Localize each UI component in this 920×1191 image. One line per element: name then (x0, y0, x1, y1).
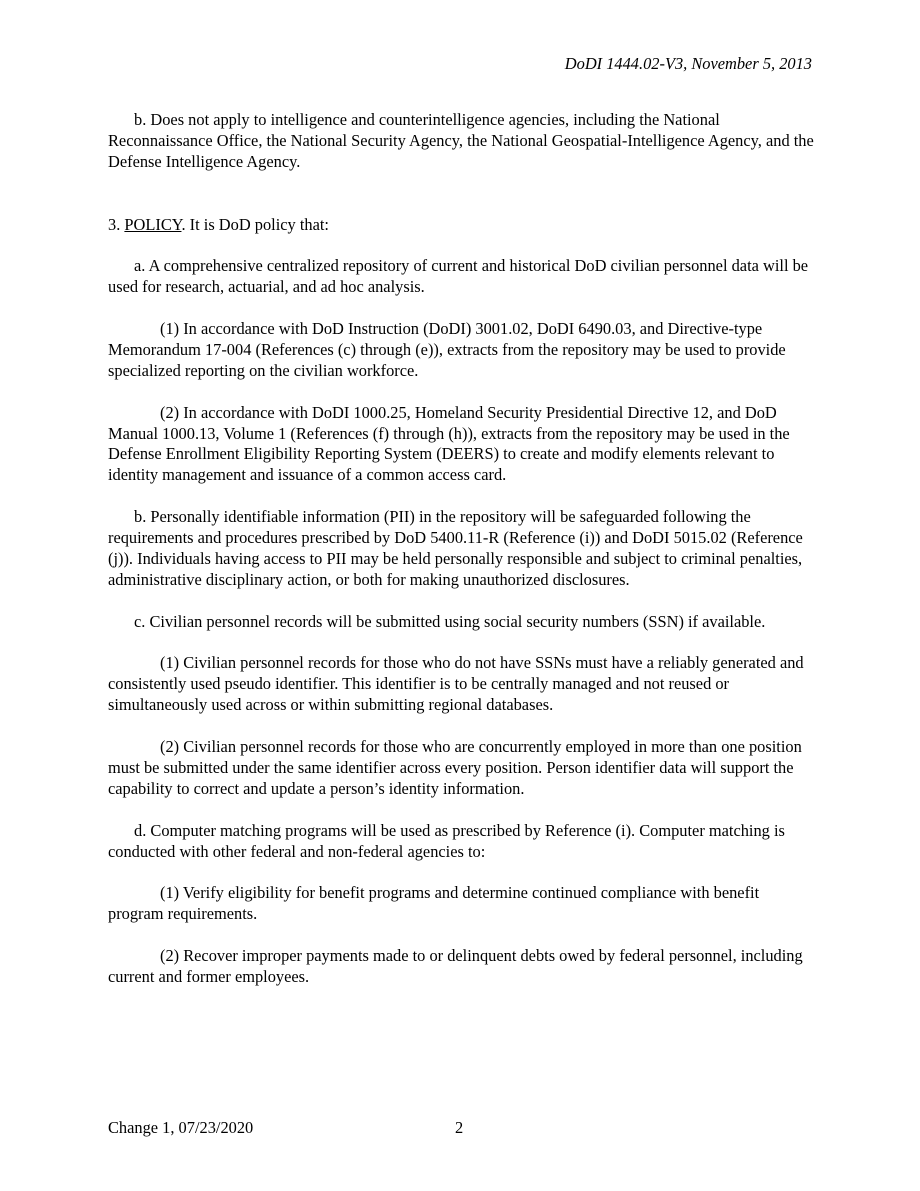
policy-section-heading (108, 215, 814, 236)
paragraph-3d2: (2) Recover improper payments made to or delinquent debts owed by federal personnel, including current and former employees. (108, 946, 803, 986)
paragraph-3b: b. Personally identifiable information (PII) in the repository will be safeguarded following the requirements and procedures prescribed by DoD 5400.11-R (Reference (i)) and DoDI 5015.02 (Reference (j)). Individuals having access to PII may be held personally responsible and subject to criminal penalties, administrative disciplinary action, or both for making unauthorized disclosures. (108, 507, 803, 589)
document-body (108, 110, 814, 1009)
section-spacer (108, 194, 814, 215)
paragraph-3d: d. Computer matching programs will be used as prescribed by Reference (i). Computer matching is conducted with other federal and non-federal agencies to: (108, 820, 785, 861)
paragraph-3a1: (1) In accordance with DoD Instruction (DoDI) 3001.02, DoDI 6490.03, and Directive-type Memorandum 17-004 (References (c) through (e)), extracts from the repository may be used to provide specialized reporting on the civilian workforce. (108, 319, 786, 380)
paragraph-3a2: (2) In accordance with DoDI 1000.25, Homeland Security Presidential Directive 12, and DoD Manual 1000.13, Volume 1 (References (f) through (h)), extracts from the repository may be used in the Defense Enrollment Eligibility Reporting System (DEERS) to create and modify elements relevant to identity management and issuance of a common access card. (108, 402, 790, 485)
paragraph-3c1: (1) Civilian personnel records for those who do not have SSNs must have a reliably generated and consistently used pseudo identifier. This identifier is to be centrally managed and not reused or simultaneously used across or within submitting regional databases. (108, 653, 804, 715)
paragraph-3a: a. A comprehensive centralized repository of current and historical DoD civilian personnel data will be used for research, actuarial, and ad hoc analysis. (108, 256, 809, 297)
footer-change-note: Change 1, 07/23/2020 (108, 1118, 254, 1137)
policy-section-title: POLICY (124, 214, 182, 234)
running-header: DoDI 1444.02-V3, November 5, 2013 (564, 54, 812, 73)
paragraph-3d1: (1) Verify eligibility for benefit programs and determine continued compliance with benefit program requirements. (108, 883, 760, 924)
page-number: 2 (455, 1118, 464, 1137)
policy-section-intro: . It is DoD policy that: (181, 214, 329, 234)
policy-section-number: 3. (108, 214, 125, 234)
paragraph-3c: c. Civilian personnel records will be submitted using social security numbers (SSN) if available. (134, 611, 766, 631)
paragraph-3c2: (2) Civilian personnel records for those who are concurrently employed in more than one position must be submitted under the same identifier across every position. Person identifier data will support the capability to correct and update a person’s identity information. (108, 737, 802, 798)
paragraph-2b: b. Does not apply to intelligence and counterintelligence agencies, including the National Reconnaissance Office, the National Security Agency, the National Geospatial-Intelligence Agency, and the Defense Intelligence Agency. (108, 110, 814, 171)
